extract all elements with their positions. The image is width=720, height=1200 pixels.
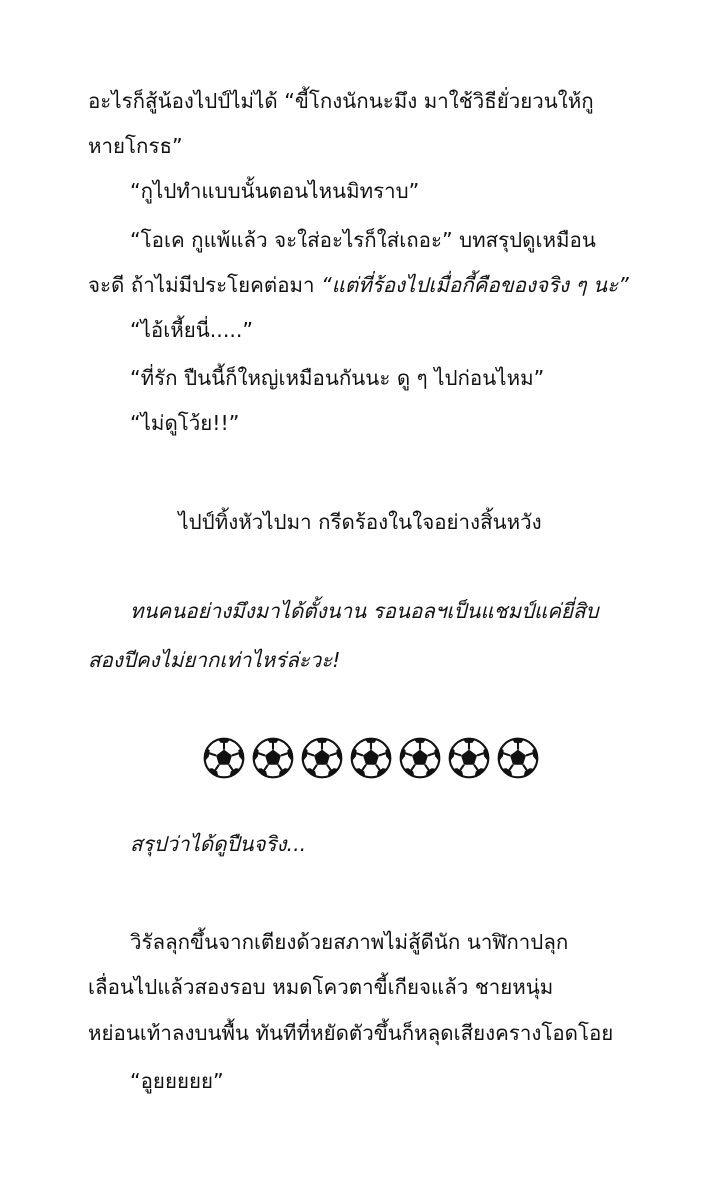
- soccer-ball-icon: [399, 737, 441, 779]
- story-line: [88, 271, 629, 299]
- story-line: เลื่อนไปแล้วสองรอบ หมดโควตาขี้เกียจแล้ว ชายหนุ่ม: [88, 975, 554, 999]
- soccer-ball-icon: [350, 737, 392, 779]
- story-line: อะไรก็สู้น้องไปป์ไม่ได้ “ขี้โกงนักนะมึง มาใช้วิธียั่วยวนให้กู: [88, 89, 594, 113]
- centered-narration: ไปป์ทิ้งหัวไปมา กรีดร้องในใจอย่างสิ้นหวัง: [178, 510, 542, 534]
- inner-thought-line: ทนคนอย่างมึงมาได้ตั้งนาน รอนอลฯเป็นแชมป์แค่ยี่สิบ: [130, 599, 599, 623]
- dialogue-line: “กูไปทำแบบนั้นตอนไหนมิทราบ”: [130, 179, 420, 203]
- story-line: หายโกรธ”: [88, 134, 183, 158]
- soccer-ball-icon: [497, 737, 539, 779]
- dialogue-line: “โอเค กูแพ้แล้ว จะใส่อะไรก็ใส่เถอะ” บทสรุปดูเหมือน: [130, 228, 596, 252]
- story-line: หย่อนเท้าลงบนพื้น ทันทีที่หยัดตัวขึ้นก็หลุดเสียงครางโอดโอย: [88, 1021, 614, 1045]
- story-text: จะดี ถ้าไม่มีประโยคต่อมา: [88, 273, 322, 297]
- dialogue-line: “ที่รัก ปืนนี้ก็ใหญ่เหมือนกันนะ ดู ๆ ไปก่อนไหม”: [130, 366, 545, 390]
- dialogue-line: “ไอ้เหี้ยนี่.....”: [130, 318, 253, 342]
- soccer-ball-icon: [448, 737, 490, 779]
- italic-quote: “แต่ที่ร้องไปเมื่อกี้คือของจริง ๆ นะ”: [321, 273, 629, 297]
- scene-divider: [0, 737, 720, 779]
- dialogue-line: “ไม่ดูโว้ย!!”: [130, 411, 240, 435]
- dialogue-line: “อูยยยยย”: [130, 1069, 224, 1093]
- soccer-ball-icon: [301, 737, 343, 779]
- soccer-ball-icon: [203, 737, 245, 779]
- inner-thought-line: สองปีคงไม่ยากเท่าไหร่ล่ะวะ!: [88, 648, 341, 672]
- story-line: วิรัลลุกขึ้นจากเตียงด้วยสภาพไม่สู้ดีนัก นาฬิกาปลุก: [130, 930, 569, 954]
- soccer-ball-icon: [252, 737, 294, 779]
- summary-line: สรุปว่าได้ดูปืนจริง...: [130, 832, 307, 856]
